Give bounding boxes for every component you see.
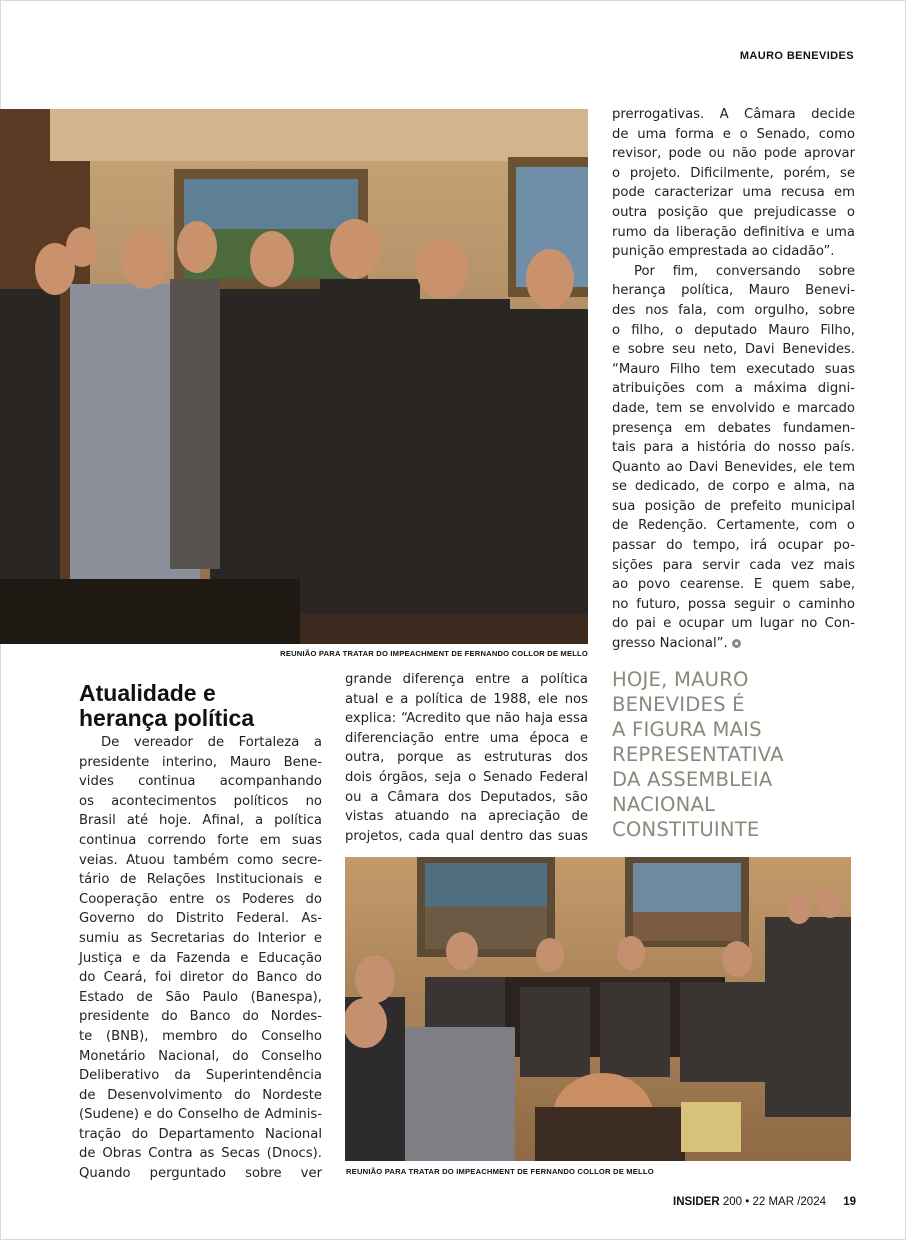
issue-info: 200 • 22 MAR /2024 — [722, 1196, 826, 1208]
text-line: prerrogativas. A Câmara decide — [612, 107, 855, 122]
text-line: “Mauro Filho tem executado suas — [612, 361, 855, 377]
photo-caption: REUNIÃO PARA TRATAR DO IMPEACHMENT DE FERNANDO COLLOR DE MELLO — [346, 1167, 654, 1176]
text-line: sições para servir cada vez mais — [612, 557, 855, 573]
section-heading — [79, 681, 339, 731]
article-column-left — [79, 733, 322, 1184]
text-line: os acontecimentos políticos no — [79, 793, 322, 809]
text-line: Monetário Nacional, do Conselho — [79, 1048, 322, 1064]
section-heading-line: herança política — [79, 705, 255, 731]
text-line: Quando perguntado sobre ver — [79, 1166, 322, 1182]
pull-quote-line: REPRESENTATIVA — [612, 743, 784, 766]
text-line: dois órgãos, seja o Senado Federal — [345, 769, 588, 785]
text-line: Justiça e da Fazenda e Educação — [79, 950, 322, 966]
text-line: no futuro, possa seguir o caminho — [612, 596, 855, 612]
text-line: herança política, Mauro Benevi- — [612, 283, 855, 299]
text-line: de Redenção. Certamente, com o — [612, 518, 855, 534]
text-line: tais para a história do nosso país. — [612, 440, 855, 456]
text-line: vistas atuando na apreciação de — [345, 809, 588, 825]
text-line: se dedicado, de corpo e alma, na — [612, 479, 855, 495]
pull-quote-line: BENEVIDES É — [612, 693, 745, 716]
photo-meeting-seated — [345, 857, 851, 1161]
text-line: presença em debates fundamen- — [612, 420, 855, 436]
text-line: atribuições com a máxima digni- — [612, 381, 855, 397]
text-line: ao povo cearense. E quem sabe, — [612, 577, 855, 593]
text-line: sua posição de prefeito municipal — [612, 498, 855, 514]
article-column-right — [612, 105, 855, 654]
text-line: atual e a política de 1988, ele nos — [345, 691, 588, 707]
text-line: dade, tem se envolvido e marcado — [612, 400, 855, 416]
text-line: outra, porque as estruturas dos — [345, 750, 588, 766]
photo-group-standing — [0, 109, 588, 644]
text-line: projetos, cada qual dentro das suas — [345, 828, 588, 844]
page-number: 19 — [843, 1196, 856, 1208]
text-line: rumo da liberação definitiva e uma — [612, 224, 855, 240]
section-heading-line: Atualidade e — [79, 680, 216, 706]
text-line: de uma forma e o Senado, como — [612, 126, 855, 142]
text-line-final — [612, 634, 855, 654]
pull-quote-line: A FIGURA MAIS — [612, 718, 762, 741]
text-line: continua correndo forte em suas — [79, 832, 322, 848]
pull-quote-line: DA ASSEMBLEIA — [612, 768, 773, 791]
text-line: sumiu as Secretarias do Interior e — [79, 930, 322, 946]
page-footer — [673, 1196, 856, 1208]
text-line: revisor, pode ou não pode aprovar — [612, 146, 855, 162]
article-column-middle — [345, 670, 588, 846]
text-line: explica: “Acredito que não haja essa — [345, 711, 588, 727]
magazine-name: INSIDER — [673, 1196, 720, 1208]
text-line: tário de Relações Institucionais e — [79, 872, 322, 888]
article-end-icon — [732, 639, 741, 648]
pull-quote-line: NACIONAL — [612, 793, 716, 816]
text-line: Estado de São Paulo (Banespa), — [79, 989, 322, 1005]
text-line: De vereador de Fortaleza a — [101, 735, 322, 750]
pull-quote — [612, 667, 852, 842]
text-line: punição emprestada ao cidadão”. — [612, 244, 835, 260]
text-line: ou a Câmara dos Deputados, são — [345, 789, 588, 805]
running-head: MAURO BENEVIDES — [739, 50, 854, 62]
text-line: diferenciação entre uma época e — [345, 730, 588, 746]
text-line: presidente interino, Mauro Bene- — [79, 754, 322, 770]
text-line: presidente do Banco do Nordes- — [79, 1009, 322, 1025]
text-line: do Ceará, foi diretor do Banco do — [79, 970, 322, 986]
text-line: (Sudene) e do Conselho de Adminis- — [79, 1107, 322, 1123]
text-line: Deliberativo da Superintendência — [79, 1068, 322, 1084]
text-line: tração do Departamento Nacional — [79, 1126, 322, 1142]
text-line: o filho, o deputado Mauro Filho, — [612, 322, 855, 338]
text-line: vides continua acompanhando — [79, 774, 322, 790]
text-line: Por fim, conversando sobre — [634, 263, 855, 279]
text-line: o projeto. Dificilmente, porém, se — [612, 165, 855, 181]
text-line: de Desenvolvimento do Nordeste — [79, 1087, 322, 1103]
text-line: grande diferença entre a política — [345, 672, 588, 687]
text-line: Brasil até hoje. Afinal, a política — [79, 813, 322, 829]
text-line: pode caracterizar uma recusa em — [612, 185, 855, 201]
pull-quote-line: CONSTITUINTE — [612, 818, 760, 841]
text-line: Governo do Distrito Federal. As- — [79, 911, 322, 927]
text-line: outra posição que prejudicasse o — [612, 204, 855, 220]
text-line: passar do tempo, irá ocupar po- — [612, 538, 855, 554]
text-line: do pai e ocupar um lugar no Con- — [612, 616, 855, 632]
text-line: des nos fala, com orgulho, sobre — [612, 302, 855, 318]
text-line: te (BNB), membro do Conselho — [79, 1028, 322, 1044]
text-line-final-text: gresso Nacional”. — [612, 636, 728, 652]
pull-quote-line: HOJE, MAURO — [612, 668, 749, 691]
photo-caption: REUNIÃO PARA TRATAR DO IMPEACHMENT DE FERNANDO COLLOR DE MELLO — [280, 649, 588, 658]
text-line: Quanto ao Davi Benevides, ele tem — [612, 459, 855, 475]
text-line: e sobre seu neto, Davi Benevides. — [612, 342, 855, 358]
text-line: veias. Atuou também como secre- — [79, 852, 322, 868]
text-line: Cooperação entre os Poderes do — [79, 891, 322, 907]
text-line: de Obras Contra as Secas (Dnocs). — [79, 1146, 322, 1162]
